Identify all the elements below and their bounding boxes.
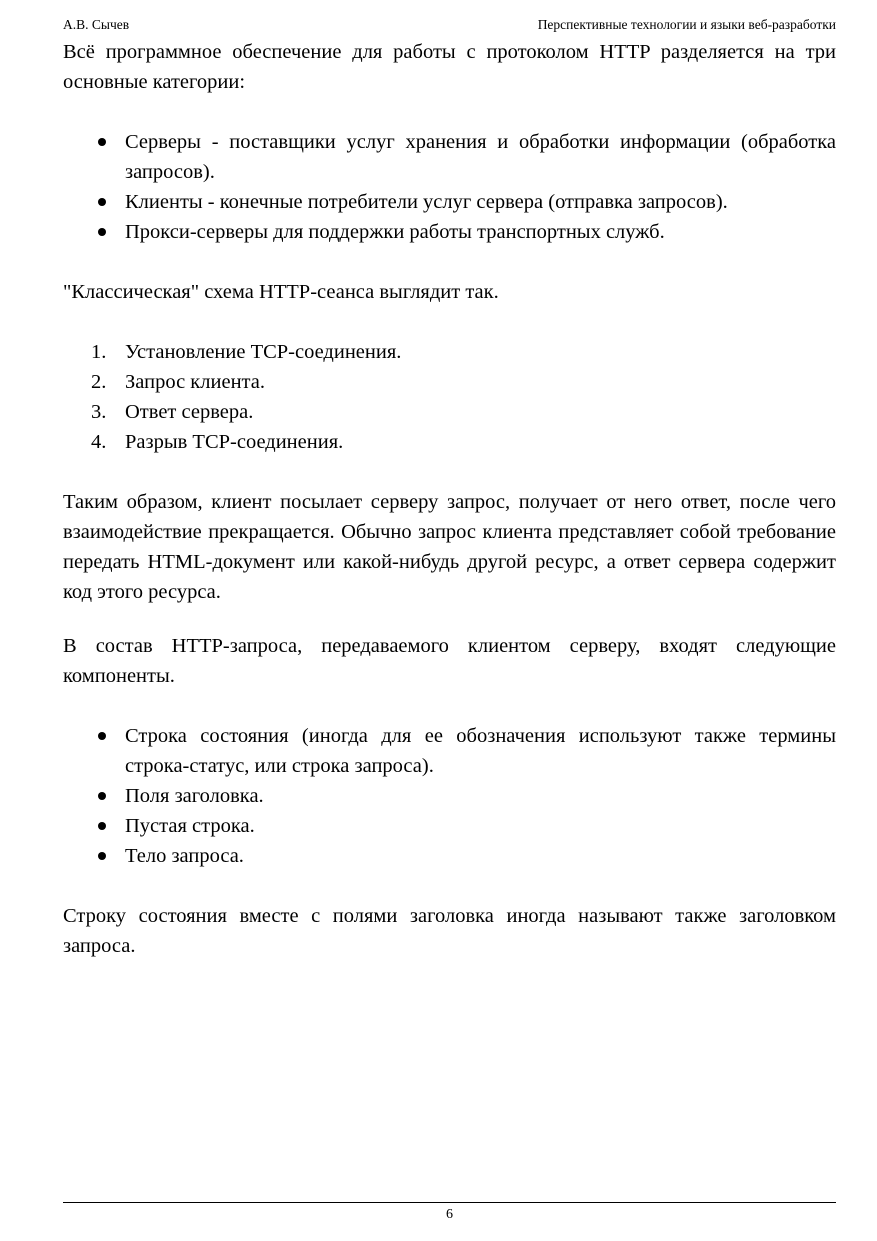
page-header xyxy=(63,16,836,34)
list-item: 3. Ответ сервера. xyxy=(63,397,836,427)
session-intro-paragraph: "Классическая" схема HTTP-сеанса выглядит так. xyxy=(63,281,499,303)
bullet-icon xyxy=(98,822,106,830)
page-content xyxy=(63,37,836,961)
bullet-icon xyxy=(98,732,106,740)
footer-divider xyxy=(63,1202,836,1203)
document-page xyxy=(63,0,836,1241)
page-number: 6 xyxy=(446,1207,453,1222)
bullet-icon xyxy=(98,852,106,860)
list-item: 1. Установление TCP-соединения. xyxy=(63,337,836,367)
step-number: 3. xyxy=(91,401,107,423)
request-components-list xyxy=(63,721,836,871)
categories-list xyxy=(63,127,836,247)
bullet-icon xyxy=(98,228,106,236)
summary-paragraph: Таким образом, клиент посылает серверу запрос, получает от него ответ, после чего взаимодействие прекращается. Обычно запрос клиента представляет собой требование передать HTML-документ или какой-нибудь другой ресурс, а ответ сервера содержит код этого ресурса. xyxy=(63,491,836,603)
step-number: 1. xyxy=(91,341,107,363)
list-item: Тело запроса. xyxy=(63,841,836,871)
list-item: 2. Запрос клиента. xyxy=(63,367,836,397)
list-item: Прокси-серверы для поддержки работы транспортных служб. xyxy=(63,217,836,247)
step-number: 4. xyxy=(91,431,107,453)
step-number: 2. xyxy=(91,371,107,393)
list-item: Пустая строка. xyxy=(63,811,836,841)
header-title: Перспективные технологии и языки веб-разработки xyxy=(537,17,836,32)
list-item: Поля заголовка. xyxy=(63,781,836,811)
closing-paragraph: Строку состояния вместе с полями заголовка иногда называют также заголовком запроса. xyxy=(63,905,836,957)
bullet-icon xyxy=(98,138,106,146)
bullet-icon xyxy=(98,198,106,206)
list-item: Строка состояния (иногда для ее обозначения используют также термины строка-статус, или строка запроса). xyxy=(63,721,836,781)
request-intro-paragraph: В состав HTTP-запроса, передаваемого клиентом серверу, входят следующие компоненты. xyxy=(63,635,836,687)
session-steps-list xyxy=(63,337,836,457)
list-item: Клиенты - конечные потребители услуг сервера (отправка запросов). xyxy=(63,187,836,217)
list-item: Серверы - поставщики услуг хранения и обработки информации (обработка запросов). xyxy=(63,127,836,187)
bullet-icon xyxy=(98,792,106,800)
list-item: 4. Разрыв TCP-соединения. xyxy=(63,427,836,457)
header-author: А.В. Сычев xyxy=(63,17,130,32)
intro-paragraph: Всё программное обеспечение для работы с протоколом HTTP разделяется на три основные категории: xyxy=(63,41,836,93)
